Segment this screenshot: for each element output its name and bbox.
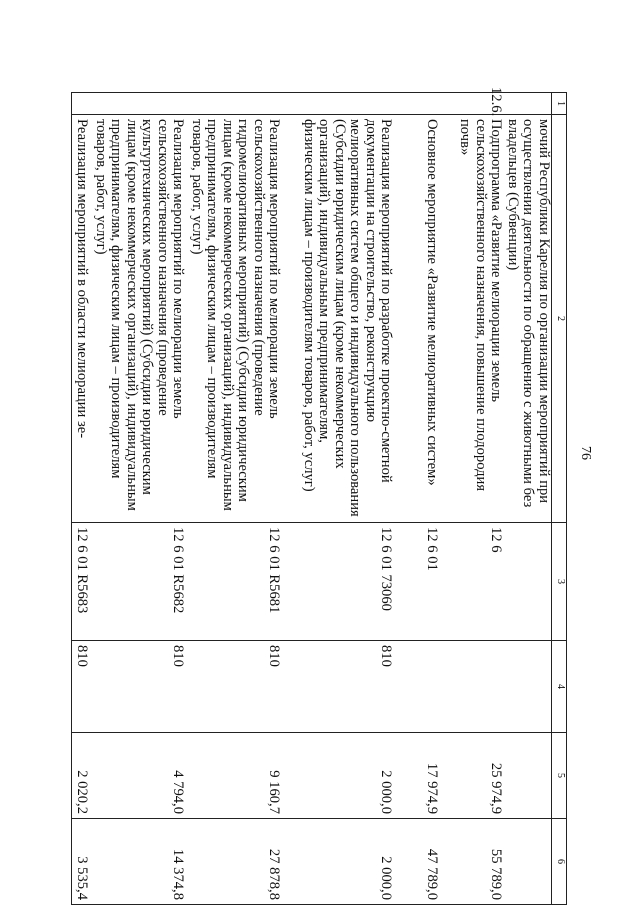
row-index [504,93,552,115]
row-index [394,93,440,115]
row-code: 12 6 01 R5682 [90,523,186,641]
budget-table [71,87,567,905]
table-row [282,93,394,905]
row-index [186,93,282,115]
row-name: Подпрограмма «Развитие мелиорации земель сельскохозяйственного назначения, повышение плодородия почв» [440,115,504,523]
row-value-col6: 55 789,0 [440,819,504,905]
column-number-6: 6 [552,819,567,905]
table-header-row [552,93,567,905]
row-code: 12 6 [440,523,504,641]
row-code: 12 6 01 [394,523,440,641]
row-code: 12 6 01 R5683 [72,523,90,641]
row-value-col5: 25 974,9 [440,733,504,819]
row-code [504,523,552,641]
column-number-1: 1 [552,93,567,115]
table-row [504,93,552,905]
budget-table-container [74,87,567,904]
column-number-5: 5 [552,733,567,819]
row-index [72,93,90,115]
row-expense-type: 810 [90,641,186,733]
row-value-col6 [504,819,552,905]
row-name: мочий Республики Карелия по организации мероприятий при осуществлении деятельности по обращению с животными без владельцев (Субвенции) [504,115,552,523]
table-row [72,93,90,905]
row-name: Реализация мероприятий по мелиорации земель сельскохозяйственного назначения (проведение гидромелиоративных мероприятий) (Субсидии юридическим лицам (кроме некоммерческих организаций), индивидуальным предпринимателям, физическим лицам – производителям товаров, работ, услуг) [186,115,282,523]
row-expense-type [504,641,552,733]
table-header [552,93,567,905]
row-value-col5: 2 000,0 [282,733,394,819]
row-value-col6: 47 789,0 [394,819,440,905]
row-name: Реализация мероприятий по разработке проектно-сметной документации на строительство, реконструкцию мелиоративных систем общего и индивидуального пользования (Субсидии юридическим лицам (кроме некоммерческих организаций), индивидуальным предпринимателям, физическим лицам – производителям товаров, работ, услуг) [282,115,394,523]
row-value-col5: 4 794,0 [90,733,186,819]
page-number: 76 [578,446,593,460]
row-expense-type: 810 [282,641,394,733]
row-value-col5: 9 160,7 [186,733,282,819]
row-code: 12 6 01 73060 [282,523,394,641]
column-number-3: 3 [552,523,567,641]
row-value-col5: 2 020,2 [72,733,90,819]
row-name: Реализация мероприятий по мелиорации земель сельскохозяйственного назначения (проведение культуртехнических мероприятий) (Субсидии юридическим лицам (кроме некоммерческих организаций), индивидуальным предпринимателям, физическим лицам – производителям товаров, работ, услуг) [90,115,186,523]
table-row [90,93,186,905]
row-value-col6: 2 000,0 [282,819,394,905]
table-row [440,93,504,905]
row-value-col6: 27 878,8 [186,819,282,905]
row-value-col5 [504,733,552,819]
row-expense-type [440,641,504,733]
table-row [186,93,282,905]
row-value-col5: 17 974,9 [394,733,440,819]
row-expense-type [394,641,440,733]
row-value-col6: 3 535,4 [72,819,90,905]
table-row [394,93,440,905]
table-body [72,87,552,905]
row-code: 12 6 01 R5681 [186,523,282,641]
column-number-4: 4 [552,641,567,733]
row-index: 12.6. [440,93,504,115]
row-name: Основное мероприятие «Развитие мелиоративных систем» [394,115,440,523]
row-index [282,93,394,115]
row-value-col6: 14 374,8 [90,819,186,905]
row-expense-type: 810 [186,641,282,733]
row-expense-type: 810 [72,641,90,733]
row-name: Реализация мероприятий в области мелиорации зе- [72,115,90,523]
row-index [90,93,186,115]
column-number-2: 2 [552,115,567,523]
